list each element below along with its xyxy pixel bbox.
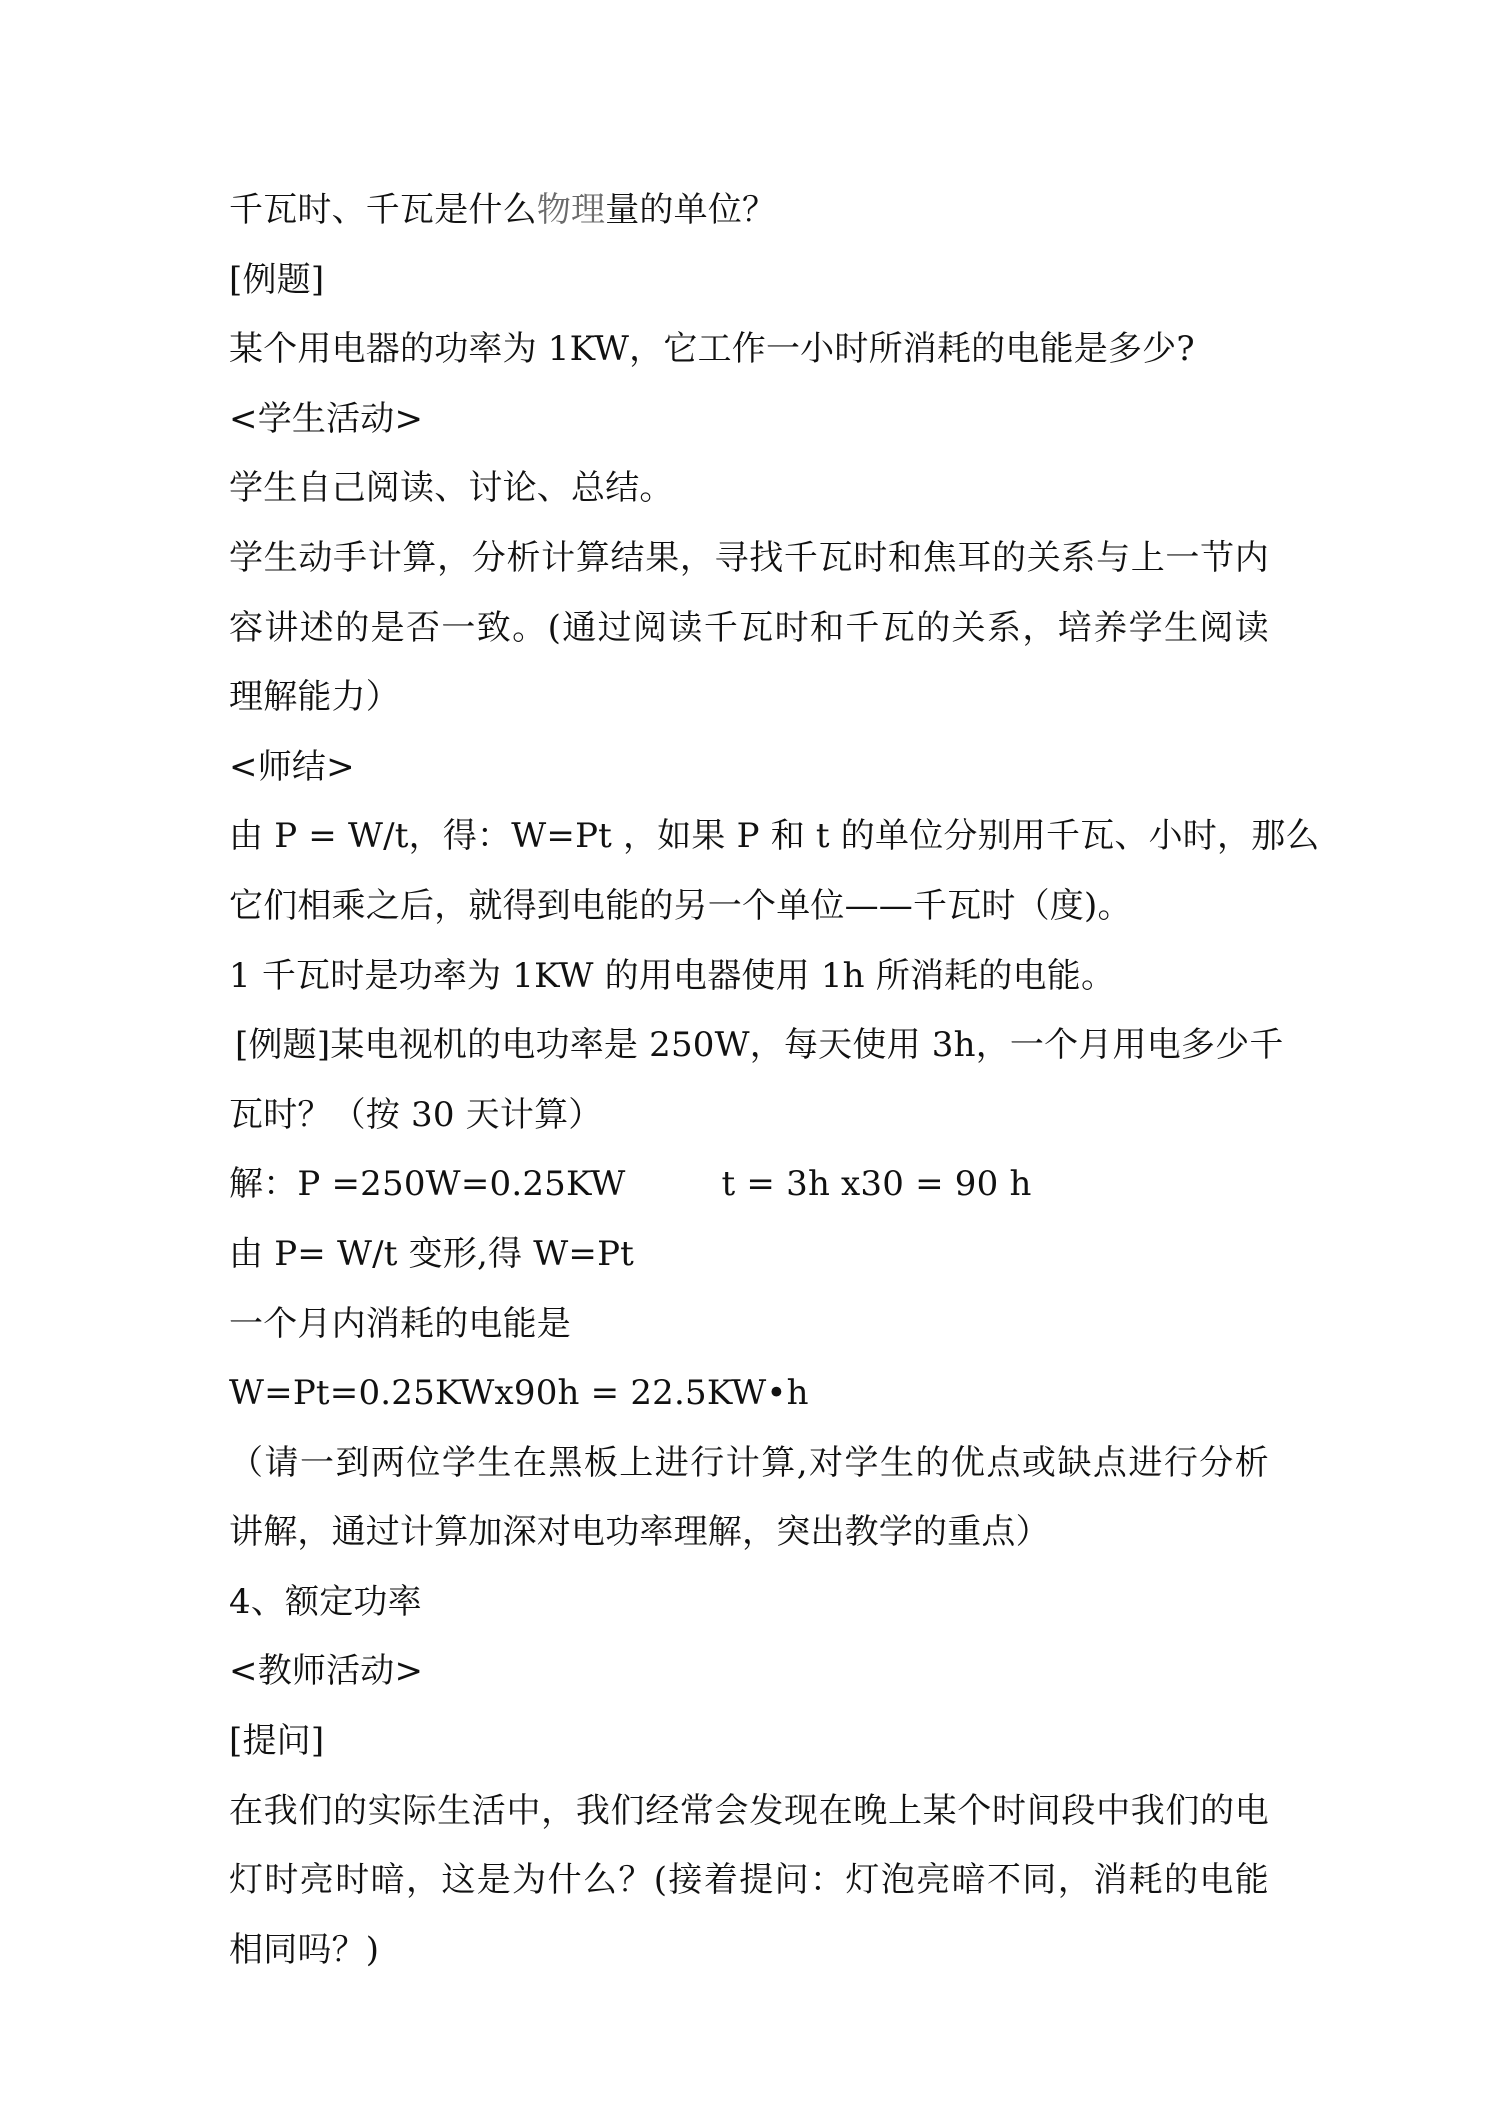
highlighted-term: 物理: [536, 190, 606, 230]
formula-line: W=Pt=0.25KWx90h = 22.5KW•h: [229, 1373, 809, 1414]
text-line: [229, 176, 1269, 246]
text-line: （请一到两位学生在黑板上进行计算,对学生的优点或缺点进行分析: [229, 1442, 1269, 1483]
text-line: 由 P = W/t，得：W=Pt ，如果 P 和 t 的单位分别用千瓦、小时，那么: [229, 816, 1320, 857]
text-line: [例题]某电视机的电功率是 250W，每天使用 3h，一个月用电多少千: [235, 1025, 1284, 1066]
section-label-student-activity: <学生活动>: [229, 398, 424, 439]
solution-given: 解：P =250W=0.25KW: [229, 1164, 626, 1205]
text-line: 容讲述的是否一致。(通过阅读千瓦时和千瓦的关系，培养学生阅读: [229, 607, 1269, 648]
text-line: 某个用电器的功率为 1KW，它工作一小时所消耗的电能是多少?: [229, 329, 1195, 370]
text-line: 学生自己阅读、讨论、总结。: [229, 468, 674, 509]
text-line: 理解能力）: [229, 677, 400, 718]
text-line: 灯时亮时暗，这是为什么？(接着提问：灯泡亮暗不同，消耗的电能: [229, 1860, 1269, 1901]
text-line: 1 千瓦时是功率为 1KW 的用电器使用 1h 所消耗的电能。: [229, 955, 1116, 996]
text-line: 瓦时？（按 30 天计算）: [229, 1094, 603, 1135]
solution-line: [229, 1150, 1269, 1220]
text-line: 相同吗？): [229, 1929, 380, 1970]
text-line: 由 P= W/t 变形,得 W=Pt: [229, 1233, 635, 1274]
solution-time: t = 3h x30 = 90 h: [721, 1164, 1032, 1205]
text-line: 它们相乘之后，就得到电能的另一个单位——千瓦时（度)。: [229, 885, 1132, 926]
text-line: 讲解，通过计算加深对电功率理解，突出教学的重点）: [229, 1512, 1050, 1553]
section-heading-rated-power: 4、额定功率: [229, 1581, 422, 1622]
text-line: 在我们的实际生活中，我们经常会发现在晚上某个时间段中我们的电: [229, 1790, 1269, 1831]
text-line: 学生动手计算，分析计算结果，寻找千瓦时和焦耳的关系与上一节内: [229, 537, 1269, 578]
text-segment: 量的单位？: [605, 190, 777, 230]
section-label-teacher-activity: <教师活动>: [229, 1651, 424, 1692]
section-label-teacher-summary: <师结>: [229, 746, 355, 787]
text-segment: 千瓦时、千瓦是什么: [229, 190, 537, 230]
section-label-example: [例题]: [229, 259, 325, 300]
document-body: [229, 176, 1320, 1985]
section-label-question: [提问]: [229, 1721, 325, 1762]
text-line: 一个月内消耗的电能是: [229, 1303, 571, 1344]
